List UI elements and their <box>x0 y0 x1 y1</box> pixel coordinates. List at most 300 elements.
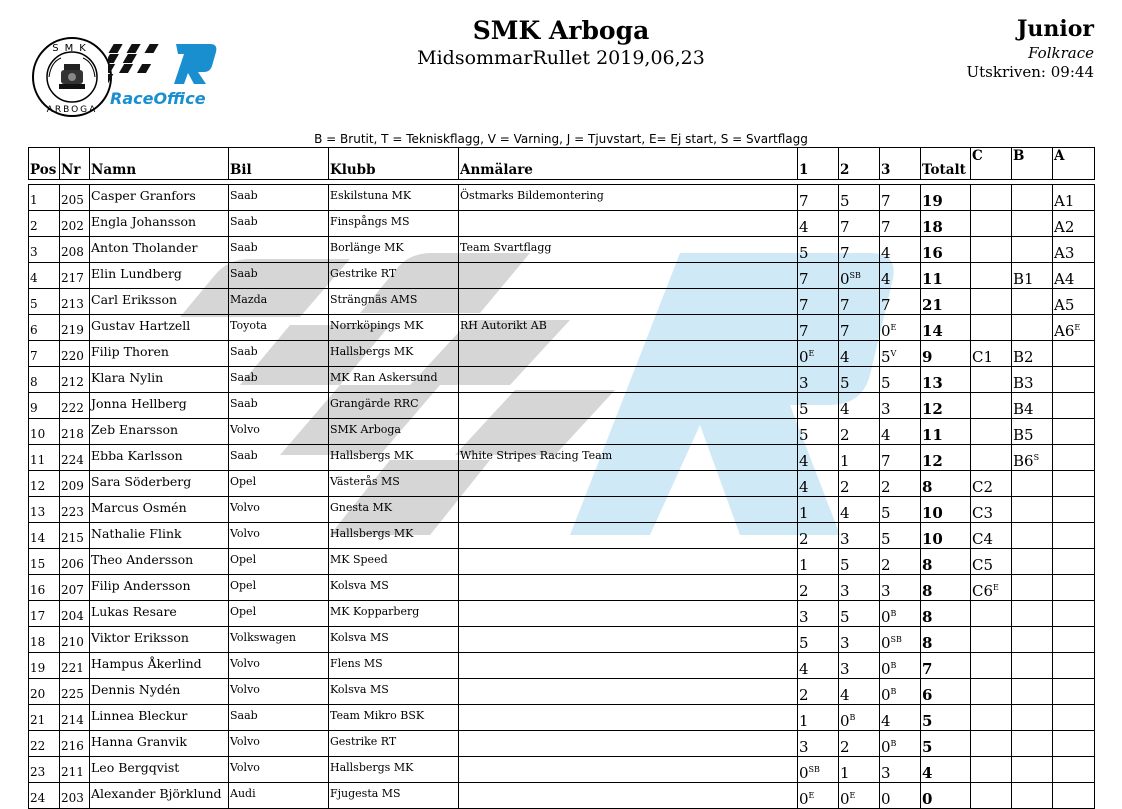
cell-heat-2-value: 5 <box>840 192 850 210</box>
cell-heat-2 <box>839 211 880 237</box>
cell-heat-3 <box>880 627 921 653</box>
col-header-total: Totalt <box>921 148 971 180</box>
cell-nr <box>60 653 90 679</box>
cell-heat-3 <box>880 497 921 523</box>
cell-heat-2 <box>839 523 880 549</box>
cell-total-value: 7 <box>922 660 933 678</box>
cell-heat-3-flag: SB <box>890 635 902 644</box>
cell-nr <box>60 315 90 341</box>
cell-club-value: Gnesta MK <box>330 501 392 514</box>
cell-total <box>921 523 971 549</box>
cell-car-value: Volvo <box>230 735 260 748</box>
cell-heat-2 <box>839 627 880 653</box>
cell-final-a <box>1053 263 1095 289</box>
cell-club <box>329 315 459 341</box>
cell-final-a <box>1053 211 1095 237</box>
cell-total-value: 16 <box>922 244 943 262</box>
cell-car <box>229 757 329 783</box>
cell-car-value: Volvo <box>230 683 260 696</box>
cell-pos-value: 17 <box>30 609 46 623</box>
cell-final-b <box>1012 679 1053 705</box>
cell-pos <box>29 367 60 393</box>
cell-name <box>90 783 229 809</box>
cell-nr-value: 208 <box>61 245 84 259</box>
cell-nr <box>60 263 90 289</box>
cell-club <box>329 705 459 731</box>
cell-heat-2-value: 4 <box>840 686 850 704</box>
cell-heat-2 <box>839 315 880 341</box>
cell-final-b <box>1012 731 1053 757</box>
cell-final-c <box>971 341 1012 367</box>
cell-nr-value: 210 <box>61 635 84 649</box>
cell-name-value: Klara Nylin <box>91 370 164 385</box>
cell-car <box>229 393 329 419</box>
cell-pos-value: 3 <box>30 245 38 259</box>
cell-name-value: Elin Lundberg <box>91 266 182 281</box>
cell-name <box>90 497 229 523</box>
cell-pos-value: 21 <box>30 713 46 727</box>
cell-total <box>921 679 971 705</box>
cell-heat-2 <box>839 289 880 315</box>
cell-heat-3-value: 4 <box>881 712 891 730</box>
cell-pos <box>29 315 60 341</box>
cell-car <box>229 601 329 627</box>
cell-heat-1-value: 5 <box>799 634 809 652</box>
cell-name <box>90 263 229 289</box>
cell-heat-3-value: 0 <box>881 790 891 808</box>
cell-club <box>329 185 459 211</box>
cell-heat-1 <box>798 445 839 471</box>
cell-nr-value: 225 <box>61 687 84 701</box>
cell-nr <box>60 601 90 627</box>
cell-heat-3-value: 0 <box>881 686 891 704</box>
cell-club <box>329 627 459 653</box>
cell-heat-1-value: 3 <box>799 608 809 626</box>
cell-final-b <box>1012 289 1053 315</box>
cell-heat-3-value: 5 <box>881 374 891 392</box>
cell-name <box>90 575 229 601</box>
cell-heat-3-value: 5 <box>881 530 891 548</box>
table-row <box>29 601 1095 627</box>
cell-total <box>921 731 971 757</box>
table-row <box>29 315 1095 341</box>
cell-total-value: 14 <box>922 322 943 340</box>
cell-pos-value: 9 <box>30 401 38 415</box>
cell-car <box>229 367 329 393</box>
cell-entrant <box>459 783 798 809</box>
event-subtitle: MidsommarRullet 2019,06,23 <box>417 47 705 69</box>
cell-heat-3 <box>880 575 921 601</box>
cell-name-value: Alexander Björklund <box>91 786 222 801</box>
cell-pos <box>29 601 60 627</box>
cell-heat-2-value: 4 <box>840 348 850 366</box>
cell-car-value: Saab <box>230 371 258 384</box>
cell-total-value: 18 <box>922 218 943 236</box>
table-row <box>29 575 1095 601</box>
cell-pos-value: 8 <box>30 375 38 389</box>
cell-heat-3-value: 0 <box>881 660 891 678</box>
cell-club <box>329 575 459 601</box>
cell-pos <box>29 731 60 757</box>
cell-club <box>329 731 459 757</box>
cell-heat-1 <box>798 471 839 497</box>
cell-nr-value: 211 <box>61 765 84 779</box>
cell-club-value: Hallsbergs MK <box>330 527 414 540</box>
cell-heat-1-value: 5 <box>799 244 809 262</box>
cell-entrant <box>459 627 798 653</box>
cell-heat-2-value: 1 <box>840 764 850 782</box>
cell-final-b-value: B2 <box>1013 348 1034 366</box>
cell-heat-1 <box>798 211 839 237</box>
cell-nr <box>60 679 90 705</box>
cell-car <box>229 471 329 497</box>
cell-name <box>90 471 229 497</box>
cell-pos-value: 22 <box>30 739 46 753</box>
cell-heat-2-flag: SB <box>849 271 861 280</box>
cell-heat-1-value: 5 <box>799 426 809 444</box>
cell-heat-1 <box>798 783 839 809</box>
cell-name <box>90 601 229 627</box>
cell-entrant <box>459 575 798 601</box>
cell-final-a <box>1053 237 1095 263</box>
cell-final-a <box>1053 315 1095 341</box>
cell-name <box>90 757 229 783</box>
cell-club-value: Gestrike RT <box>330 735 397 748</box>
cell-club <box>329 289 459 315</box>
cell-final-c <box>971 263 1012 289</box>
cell-heat-3-value: 7 <box>881 452 891 470</box>
cell-nr <box>60 237 90 263</box>
cell-club <box>329 367 459 393</box>
cell-final-c-value: C3 <box>972 504 994 522</box>
cell-heat-2 <box>839 263 880 289</box>
cell-pos-value: 18 <box>30 635 46 649</box>
cell-club-value: Gestrike RT <box>330 267 397 280</box>
cell-heat-3 <box>880 549 921 575</box>
cell-final-a <box>1053 601 1095 627</box>
cell-heat-1 <box>798 419 839 445</box>
cell-heat-2 <box>839 445 880 471</box>
cell-final-c-value: C4 <box>972 530 994 548</box>
cell-nr-value: 216 <box>61 739 84 753</box>
cell-name-value: Carl Eriksson <box>91 292 178 307</box>
cell-final-c <box>971 419 1012 445</box>
cell-entrant <box>459 497 798 523</box>
cell-heat-2 <box>839 497 880 523</box>
cell-entrant <box>459 185 798 211</box>
cell-heat-2 <box>839 783 880 809</box>
cell-total-value: 21 <box>922 296 943 314</box>
cell-car-value: Saab <box>230 709 258 722</box>
cell-car <box>229 289 329 315</box>
cell-nr <box>60 289 90 315</box>
cell-car-value: Saab <box>230 241 258 254</box>
cell-heat-1 <box>798 341 839 367</box>
cell-heat-1-value: 3 <box>799 738 809 756</box>
cell-total-value: 10 <box>922 504 943 522</box>
cell-heat-1 <box>798 731 839 757</box>
cell-heat-2-value: 3 <box>840 582 850 600</box>
cell-name <box>90 315 229 341</box>
cell-pos <box>29 653 60 679</box>
cell-name <box>90 393 229 419</box>
cell-heat-3 <box>880 523 921 549</box>
cell-heat-2 <box>839 653 880 679</box>
cell-heat-1 <box>798 497 839 523</box>
cell-heat-1 <box>798 653 839 679</box>
cell-heat-3-flag: B <box>890 609 897 618</box>
cell-car-value: Toyota <box>230 319 267 332</box>
cell-heat-1-value: 7 <box>799 270 809 288</box>
cell-final-c <box>971 367 1012 393</box>
col-header-car: Bil <box>229 148 329 180</box>
cell-nr-value: 220 <box>61 349 84 363</box>
cell-final-a-value: A4 <box>1054 270 1075 288</box>
cell-heat-2 <box>839 679 880 705</box>
cell-total <box>921 393 971 419</box>
col-header-final-b: B <box>1012 148 1053 180</box>
cell-total-value: 8 <box>922 608 933 626</box>
cell-nr <box>60 471 90 497</box>
table-row <box>29 705 1095 731</box>
cell-heat-3 <box>880 341 921 367</box>
svg-text:ARBOGA: ARBOGA <box>46 105 98 115</box>
cell-heat-2-value: 3 <box>840 660 850 678</box>
cell-total-value: 8 <box>922 634 933 652</box>
cell-final-b <box>1012 315 1053 341</box>
cell-heat-1 <box>798 523 839 549</box>
results-table <box>28 147 1095 809</box>
cell-heat-3-value: 4 <box>881 270 891 288</box>
table-row <box>29 185 1095 211</box>
cell-name-value: Nathalie Flink <box>91 526 182 541</box>
table-row <box>29 393 1095 419</box>
cell-car-value: Saab <box>230 189 258 202</box>
cell-total <box>921 471 971 497</box>
cell-heat-1 <box>798 315 839 341</box>
cell-heat-1-value: 1 <box>799 504 809 522</box>
cell-entrant <box>459 471 798 497</box>
cell-final-c <box>971 731 1012 757</box>
cell-heat-1-value: 2 <box>799 582 809 600</box>
cell-pos <box>29 263 60 289</box>
cell-pos <box>29 419 60 445</box>
cell-heat-2 <box>839 575 880 601</box>
cell-car-value: Mazda <box>230 293 268 306</box>
table-row <box>29 497 1095 523</box>
cell-nr-value: 215 <box>61 531 84 545</box>
cell-nr-value: 204 <box>61 609 84 623</box>
cell-heat-1 <box>798 367 839 393</box>
cell-final-a <box>1053 653 1095 679</box>
table-header-row <box>29 148 1095 180</box>
cell-heat-1 <box>798 575 839 601</box>
cell-name-value: Leo Bergqvist <box>91 760 180 775</box>
cell-final-c-value: C1 <box>972 348 994 366</box>
cell-heat-3-value: 2 <box>881 556 891 574</box>
cell-nr-value: 206 <box>61 557 84 571</box>
cell-heat-1-flag: E <box>808 349 815 358</box>
table-row <box>29 471 1095 497</box>
cell-heat-3 <box>880 419 921 445</box>
cell-final-a <box>1053 497 1095 523</box>
cell-pos <box>29 757 60 783</box>
cell-final-a <box>1053 471 1095 497</box>
cell-final-a <box>1053 549 1095 575</box>
cell-final-b <box>1012 237 1053 263</box>
cell-heat-2 <box>839 705 880 731</box>
cell-heat-3-value: 7 <box>881 218 891 236</box>
cell-club-value: Finspångs MS <box>330 215 410 228</box>
cell-nr <box>60 445 90 471</box>
cell-total <box>921 783 971 809</box>
cell-total-value: 0 <box>922 790 933 808</box>
cell-heat-2 <box>839 419 880 445</box>
col-header-heat-2: 2 <box>839 148 880 180</box>
cell-heat-1 <box>798 237 839 263</box>
cell-final-c <box>971 237 1012 263</box>
cell-heat-1-flag: E <box>808 791 815 800</box>
table-row <box>29 549 1095 575</box>
cell-name <box>90 627 229 653</box>
cell-name <box>90 367 229 393</box>
cell-heat-1-flag: SB <box>808 765 820 774</box>
cell-heat-2-value: 4 <box>840 504 850 522</box>
col-header-pos: Pos <box>29 148 60 180</box>
cell-club <box>329 679 459 705</box>
cell-club-value: MK Speed <box>330 553 388 566</box>
cell-heat-3 <box>880 367 921 393</box>
cell-final-a <box>1053 627 1095 653</box>
cell-final-c <box>971 393 1012 419</box>
col-header-name: Namn <box>90 148 229 180</box>
race-type-label: Folkrace <box>1028 44 1094 62</box>
cell-entrant <box>459 341 798 367</box>
cell-total <box>921 757 971 783</box>
cell-pos <box>29 523 60 549</box>
cell-final-b <box>1012 367 1053 393</box>
cell-final-b <box>1012 575 1053 601</box>
cell-car-value: Saab <box>230 449 258 462</box>
cell-final-c <box>971 471 1012 497</box>
cell-nr-value: 205 <box>61 193 84 207</box>
cell-heat-2 <box>839 185 880 211</box>
cell-final-b <box>1012 211 1053 237</box>
cell-total <box>921 211 971 237</box>
cell-total <box>921 445 971 471</box>
cell-entrant <box>459 731 798 757</box>
col-header-final-a: A <box>1053 148 1095 180</box>
cell-heat-1-value: 4 <box>799 452 809 470</box>
cell-name-value: Hanna Granvik <box>91 734 187 749</box>
cell-name-value: Filip Thoren <box>91 344 169 359</box>
cell-name-value: Gustav Hartzell <box>91 318 191 333</box>
cell-entrant <box>459 653 798 679</box>
cell-heat-3-value: 2 <box>881 478 891 496</box>
cell-nr-value: 203 <box>61 791 84 805</box>
cell-heat-1 <box>798 757 839 783</box>
cell-name <box>90 523 229 549</box>
cell-heat-3-value: 4 <box>881 244 891 262</box>
cell-heat-2 <box>839 393 880 419</box>
cell-pos-value: 7 <box>30 349 38 363</box>
cell-final-b-value: B4 <box>1013 400 1034 418</box>
cell-final-a <box>1053 367 1095 393</box>
table-row <box>29 341 1095 367</box>
cell-final-c <box>971 315 1012 341</box>
cell-final-b-value: B1 <box>1013 270 1034 288</box>
cell-entrant <box>459 445 798 471</box>
cell-pos-value: 23 <box>30 765 46 779</box>
svg-text:SMK: SMK <box>52 43 92 54</box>
cell-pos <box>29 211 60 237</box>
cell-heat-3 <box>880 445 921 471</box>
cell-heat-2-flag: B <box>849 713 856 722</box>
cell-heat-1 <box>798 601 839 627</box>
cell-car-value: Saab <box>230 397 258 410</box>
cell-club <box>329 341 459 367</box>
cell-entrant <box>459 211 798 237</box>
cell-final-b <box>1012 393 1053 419</box>
cell-heat-3 <box>880 263 921 289</box>
cell-club-value: Hallsbergs MK <box>330 449 414 462</box>
cell-car <box>229 679 329 705</box>
cell-club-value: Strängnäs AMS <box>330 293 418 306</box>
cell-heat-3 <box>880 601 921 627</box>
cell-name <box>90 211 229 237</box>
cell-pos <box>29 627 60 653</box>
cell-heat-1-value: 7 <box>799 322 809 340</box>
cell-heat-2-value: 7 <box>840 218 850 236</box>
cell-total <box>921 653 971 679</box>
cell-entrant <box>459 237 798 263</box>
cell-nr-value: 212 <box>61 375 84 389</box>
cell-heat-2-value: 2 <box>840 426 850 444</box>
cell-final-b <box>1012 341 1053 367</box>
cell-final-a <box>1053 783 1095 809</box>
cell-heat-3-flag: B <box>890 661 897 670</box>
cell-final-c <box>971 679 1012 705</box>
cell-heat-1-value: 4 <box>799 660 809 678</box>
cell-entrant-value: Östmarks Bildemontering <box>460 189 604 202</box>
cell-entrant <box>459 289 798 315</box>
cell-heat-3-flag: B <box>890 739 897 748</box>
col-header-final-c: C <box>971 148 1012 180</box>
cell-entrant <box>459 315 798 341</box>
cell-total <box>921 575 971 601</box>
table-row <box>29 419 1095 445</box>
cell-nr-value: 224 <box>61 453 84 467</box>
cell-car <box>229 263 329 289</box>
cell-total <box>921 237 971 263</box>
cell-pos <box>29 393 60 419</box>
cell-final-b-value: B3 <box>1013 374 1034 392</box>
cell-heat-2-value: 7 <box>840 322 850 340</box>
cell-name-value: Theo Andersson <box>91 552 194 567</box>
table-row <box>29 367 1095 393</box>
cell-nr <box>60 523 90 549</box>
cell-heat-3 <box>880 705 921 731</box>
cell-final-a-value: A3 <box>1054 244 1075 262</box>
cell-name <box>90 185 229 211</box>
cell-final-c <box>971 783 1012 809</box>
cell-club <box>329 757 459 783</box>
cell-heat-3-flag: E <box>890 323 897 332</box>
cell-final-a <box>1053 393 1095 419</box>
cell-final-a-value: A2 <box>1054 218 1075 236</box>
cell-entrant <box>459 367 798 393</box>
cell-heat-3 <box>880 289 921 315</box>
